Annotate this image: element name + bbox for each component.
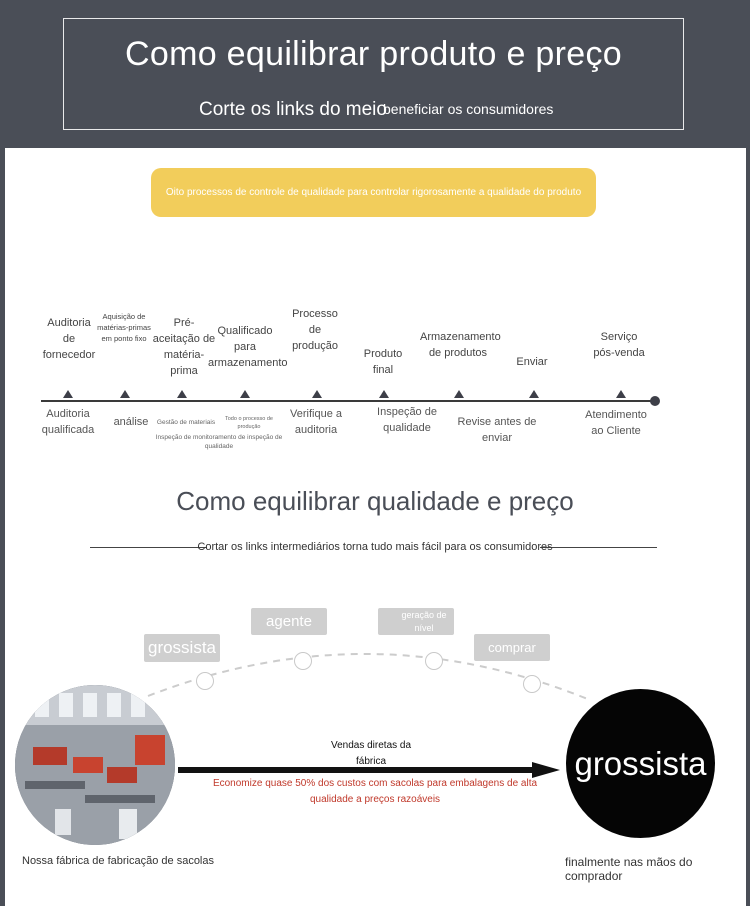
timeline-marker [454,390,464,398]
section-title: Como equilibrar qualidade e preço [176,486,574,516]
step-bottom-label: Todo o processo de produção [224,416,273,430]
header [0,0,750,148]
direct-sales-label: Vendas diretas da fábrica [330,740,412,767]
intermediary-chip: comprar [474,634,550,661]
timeline-marker [379,390,389,398]
step-top-label: Produto final [363,348,403,376]
step-top-label: Qualificado para armazenamento [208,325,288,369]
step-bottom-label: Gestão de materiais [156,419,216,426]
step-bottom-label: Auditoria qualificada [41,408,95,436]
header-subtitle-right: beneficiar os consumidores [383,101,554,117]
buyer-caption: finalmente nas mãos do comprador [565,855,693,883]
timeline-marker [63,390,73,398]
step-top-label: Serviço pós-venda [593,331,645,359]
timeline-marker [120,390,130,398]
intermediary-node [294,652,312,670]
step-top-label: Auditoria de fornecedor [42,317,96,361]
savings-text: Economize quase 50% dos custos com sacolas para embalagens de alta qualidade a preços razoáveis [212,778,538,805]
step-top-label: Aquisição de matérias-primas em ponto fixo [97,312,151,343]
buyer-circle: grossista [566,689,715,838]
step-top-label: Armazenamento de produtos [420,331,501,359]
timeline-marker [529,390,539,398]
factory-caption: Nossa fábrica de fabricação de sacolas [22,855,214,867]
step-bottom-label: Inspeção de monitoramento de inspeção de qualidade [155,434,283,451]
factory-illustration [15,685,175,845]
header-subtitle-left: Corte os links do meio [199,99,387,120]
intermediary-node [425,652,443,670]
intermediary-node [523,675,541,693]
step-bottom-label: Atendimento ao Cliente [585,409,647,437]
page-title: Como equilibrar produto e preço [125,35,622,73]
section-subtitle: Cortar os links intermediários torna tudo mais fácil para os consumidores [197,541,553,553]
timeline-marker [177,390,187,398]
timeline-marker [312,390,322,398]
intermediary-chip: geração de nível [378,608,454,635]
step-bottom-label: Inspeção de qualidade [377,406,437,434]
step-bottom-label: Revise antes de enviar [457,416,537,444]
intermediary-chip: agente [251,608,327,635]
timeline-marker [240,390,250,398]
step-top-label: Pré-aceitação de matéria-prima [152,317,216,377]
timeline-axis [41,400,655,402]
timeline-marker [616,390,626,398]
step-bottom-label: Verifique a auditoria [290,408,342,436]
step-bottom-label: análise [113,416,149,428]
factory-photo [15,685,175,845]
step-top-label: Processo de produção [292,308,338,352]
header-box [63,18,684,130]
intermediary-chip: grossista [144,634,220,662]
quality-banner: Oito processos de controle de qualidade para controlar rigorosamente a qualidade do produto [151,168,596,217]
step-top-label: Enviar [516,356,548,368]
timeline-end-dot [650,396,660,406]
intermediary-node [196,672,214,690]
